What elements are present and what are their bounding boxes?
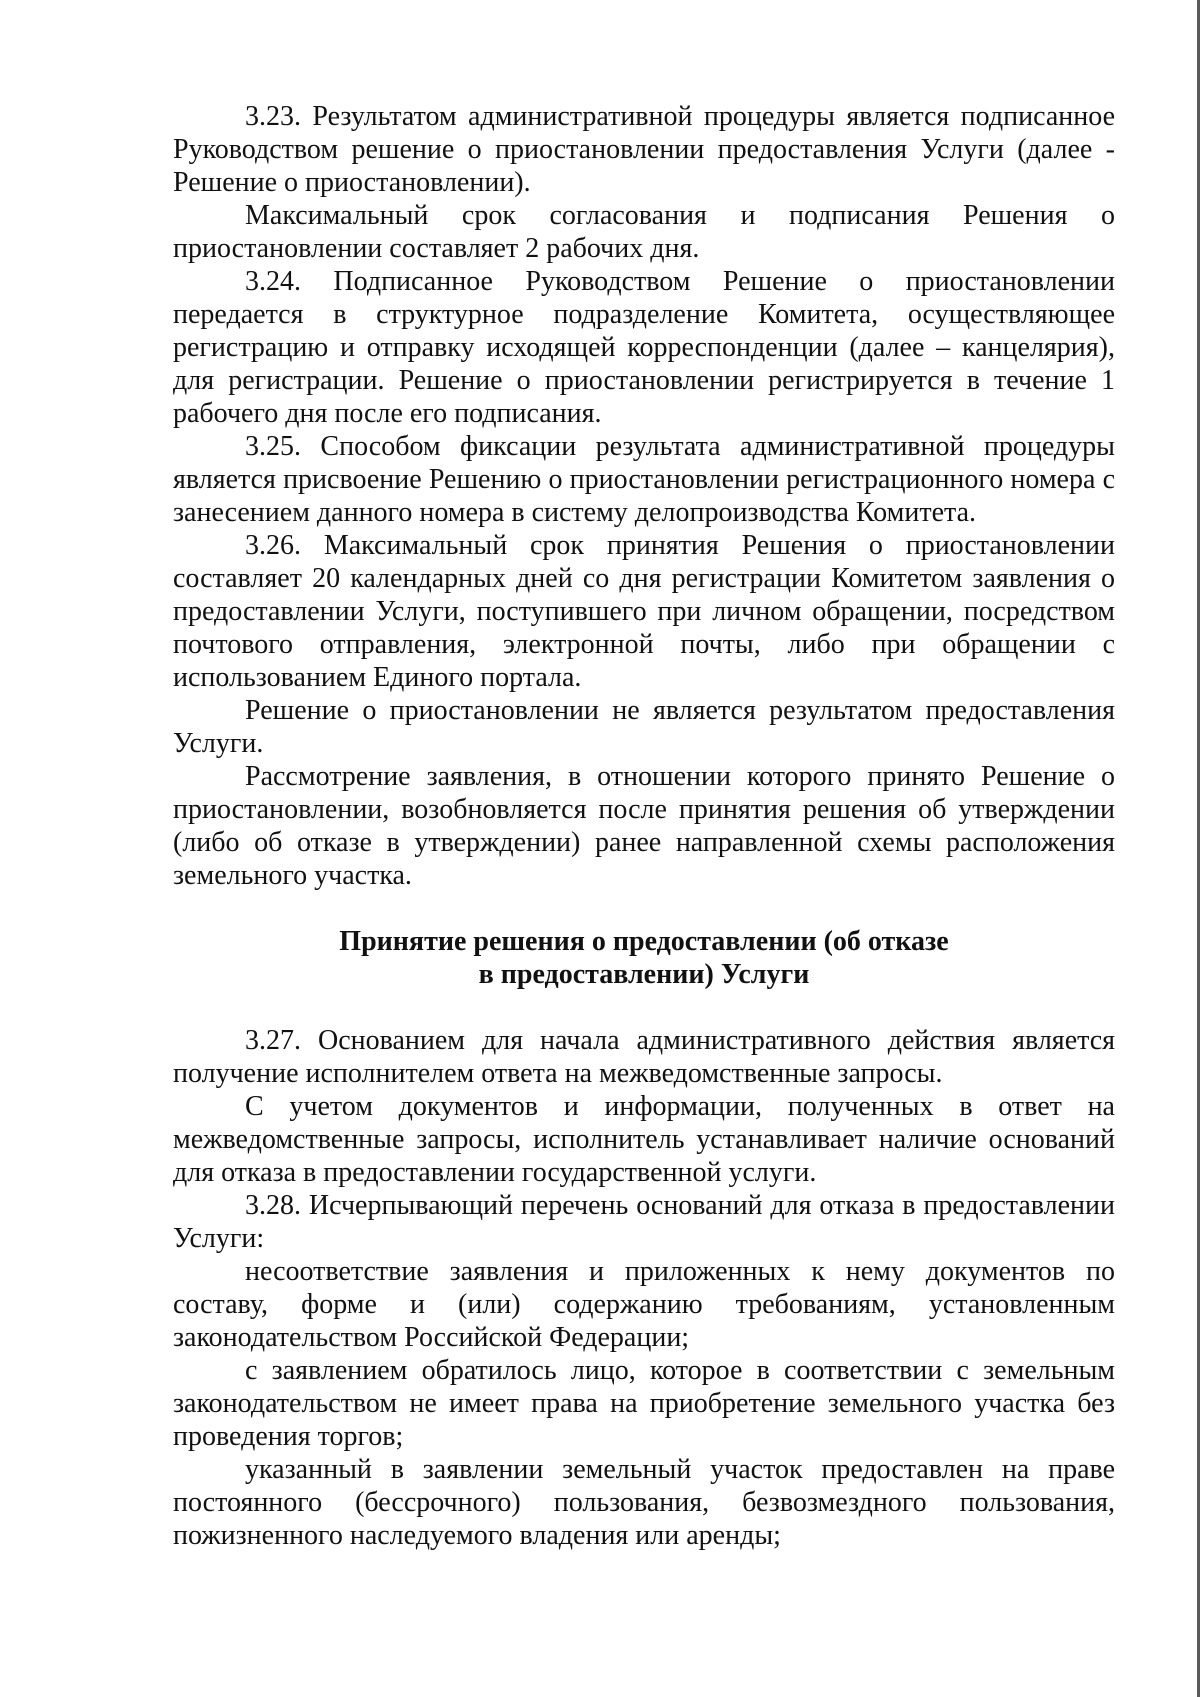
paragraph-not-result: Решение о приостановлении не является результатом предоставления Услуги.: [173, 695, 1115, 759]
paragraph-3-26: 3.26. Максимальный срок принятия Решения о приостановлении составляет 20 календарных дней со дня регистрации Комитетом заявления о предоставлении Услуги, поступившего при личном обращении, посредством почтового отправления, электронной почты, либо при обращении с использованием Единого портала.: [173, 530, 1115, 693]
paragraph-3-23: 3.23. Результатом административной процедуры является подписанное Руководством решение о приостановлении предоставления Услуги (далее - Решение о приостановлении).: [173, 101, 1115, 198]
section-heading: [173, 925, 1115, 991]
section-heading-line-1: Принятие решения о предоставлении (об отказе: [339, 926, 949, 957]
paragraph-3-25: 3.25. Способом фиксации результата административной процедуры является присвоение Решению о приостановлении регистрационного номера с занесением данного номера в систему делопроизводства Комитета.: [173, 431, 1115, 528]
document-body: [173, 100, 1115, 1552]
paragraph-approval-deadline: Максимальный срок согласования и подписания Решения о приостановлении составляет 2 рабочих дня.: [173, 200, 1115, 264]
paragraph-interagency-docs: С учетом документов и информации, полученных в ответ на межведомственные запросы, исполнитель устанавливает наличие оснований для отказа в предоставлении государственной услуги.: [173, 1091, 1115, 1188]
section-heading-line-2: в предоставлении) Услуги: [478, 959, 810, 990]
list-item-nonconformity: несоответствие заявления и приложенных к нему документов по составу, форме и (или) содержанию требованиям, установленным законодательством Российской Федерации;: [173, 1256, 1115, 1353]
paragraph-resumption: Рассмотрение заявления, в отношении которого принято Решение о приостановлении, возобновляется после принятия решения об утверждении (либо об отказе в утверждении) ранее направленной схемы расположения земельного участка.: [173, 761, 1115, 891]
paragraph-3-24: 3.24. Подписанное Руководством Решение о приостановлении передается в структурное подразделение Комитета, осуществляющее регистрацию и отправку исходящей корреспонденции (далее – канцелярия), для регистрации. Решение о приостановлении регистрируется в течение 1 рабочего дня после его подписания.: [173, 266, 1115, 429]
list-item-already-granted: указанный в заявлении земельный участок предоставлен на праве постоянного (бессрочного) пользования, безвозмездного пользования, пожизненного наследуемого владения или аренды;: [173, 1454, 1115, 1551]
paragraph-3-27: 3.27. Основанием для начала административного действия является получение исполнителем ответа на межведомственные запросы.: [173, 1025, 1115, 1089]
paragraph-3-28: 3.28. Исчерпывающий перечень оснований для отказа в предоставлении Услуги:: [173, 1190, 1115, 1254]
list-item-no-right: с заявлением обратилось лицо, которое в соответствии с земельным законодательством не имеет права на приобретение земельного участка без проведения торгов;: [173, 1355, 1115, 1452]
